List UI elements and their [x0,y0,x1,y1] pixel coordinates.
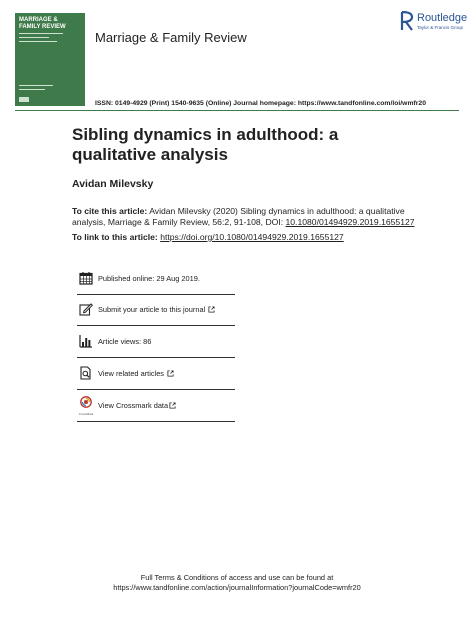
bar-chart-icon [79,334,93,348]
related-label: View related articles [98,369,164,378]
cite-label: To cite this article: [72,206,148,216]
external-link-icon [208,306,215,313]
crossmark-logo-text: CrossMark [78,412,94,416]
external-link-icon [167,370,174,377]
footer [0,573,474,592]
cover-decoration [19,85,53,86]
submit-label: Submit your article to this journal [98,305,206,314]
published-row [77,265,235,295]
cover-publisher-logo [19,97,29,103]
journal-cover [15,13,85,106]
citation-block [72,206,417,228]
crossmark-icon [79,396,93,412]
submit-row[interactable] [77,296,235,326]
views-row [77,328,235,358]
cover-decoration [19,33,63,34]
article-author: Avidan Milevsky [72,178,154,190]
related-articles-link[interactable] [98,369,174,378]
row-divider [77,294,235,295]
row-divider [77,389,235,390]
row-divider [77,421,235,422]
article-views: Article views: 86 [98,337,152,346]
cover-decoration [19,89,45,90]
cover-decoration [19,37,49,38]
cover-decoration [19,41,57,42]
external-link-icon [169,402,176,409]
publisher-name: Routledge [417,12,468,24]
cite-text: Avidan Milevsky (2020) Sibling dynamics in adulthood: a qualitative analysis, Marriage & Family Review, 56:2, 91-108, DOI: [72,206,405,227]
footer-terms-link[interactable]: https://www.tandfonline.com/action/journalInformation?journalCode=wmfr20 [113,582,361,592]
publisher-subtitle: Taylor & Francis Group [417,25,464,30]
submit-article-link[interactable] [98,305,215,314]
edit-icon [79,302,93,316]
calendar-icon [79,271,93,285]
search-document-icon [79,366,93,380]
article-title: Sibling dynamics in adulthood: a qualitative analysis [72,125,339,164]
link-label: To link to this article: [72,232,158,242]
article-doi-link[interactable]: https://doi.org/10.1080/01494929.2019.1655127 [160,232,344,242]
cite-doi-link[interactable]: 10.1080/01494929.2019.1655127 [285,217,415,227]
cover-title [19,17,83,31]
row-divider [77,357,235,358]
cover-title-line2: FAMILY REVIEW [19,24,66,30]
related-row[interactable] [77,360,235,390]
crossmark-link[interactable] [98,401,176,410]
header-divider [15,110,459,111]
cover-title-line1: MARRIAGE & [19,17,58,23]
footer-terms: Full Terms & Conditions of access and use can be found at [140,573,334,582]
issn-line[interactable]: ISSN: 0149-4929 (Print) 1540-9635 (Online) Journal homepage: https://www.tandfonline.com/loi/wmfr20 [95,100,426,107]
row-divider [77,325,235,326]
crossmark-label: View Crossmark data [98,401,169,410]
journal-name[interactable]: Marriage & Family Review [95,30,247,45]
published-date: Published online: 29 Aug 2019. [98,274,200,283]
routledge-logo-icon [400,11,414,31]
article-link-row [72,232,344,242]
crossmark-row[interactable] [77,392,235,422]
